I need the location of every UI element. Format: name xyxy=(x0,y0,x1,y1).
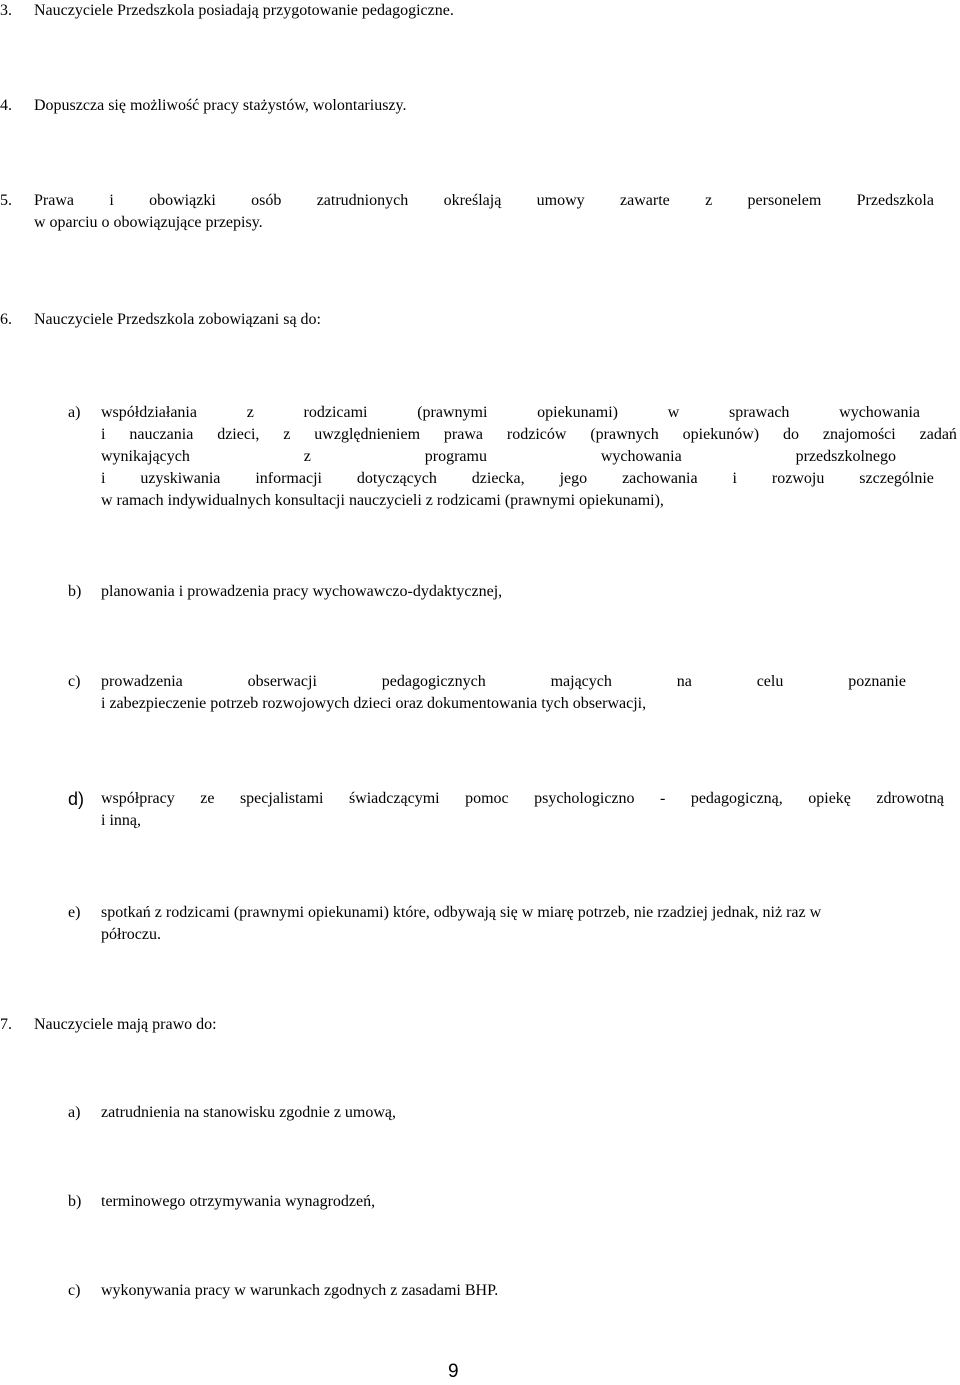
subitem-label: b) xyxy=(68,1193,82,1210)
subitem-text: planowania i prowadzenia pracy wychowawczo-dydaktycznej, xyxy=(101,583,503,600)
item-5 xyxy=(0,190,934,234)
subitem-text-line: współpracy ze specjalistami świadczącymi pomoc psychologiczno - pedagogiczną, opiekę zdrowotną xyxy=(101,790,944,807)
subitem-text: wykonywania pracy w warunkach zgodnych z zasadami BHP. xyxy=(101,1282,499,1299)
subitem-text: terminowego otrzymywania wynagrodzeń, xyxy=(101,1193,376,1210)
item-text: Nauczyciele mają prawo do: xyxy=(34,1016,217,1033)
item-4 xyxy=(0,95,940,117)
subitem-text-line: wynikających z programu wychowania przedszkolnego xyxy=(101,448,896,465)
item-number: 5. xyxy=(0,192,12,209)
subitem-text-line: spotkań z rodzicami (prawnymi opiekunami) które, odbywają się w miarę potrzeb, nie rzadziej jednak, niż raz w xyxy=(101,904,822,921)
subitem-7b xyxy=(68,1191,928,1213)
subitem-label: e) xyxy=(68,904,81,921)
item-number: 7. xyxy=(0,1016,12,1033)
item-text-line: Prawa i obowiązki osób zatrudnionych określają umowy zawarte z personelem Przedszkola xyxy=(34,192,934,209)
subitem-text-line: półroczu. xyxy=(101,926,161,943)
item-number: 3. xyxy=(0,2,12,19)
subitem-6d xyxy=(68,788,958,832)
subitem-label: c) xyxy=(68,1282,81,1299)
item-text-line: w oparciu o obowiązujące przepisy. xyxy=(34,214,263,231)
subitem-text-line: prowadzenia obserwacji pedagogicznych mających na celu poznanie xyxy=(101,673,906,690)
item-3 xyxy=(0,0,940,22)
subitem-label: c) xyxy=(68,673,81,690)
subitem-text-line: współdziałania z rodzicami (prawnymi opiekunami) w sprawach wychowania xyxy=(101,404,920,421)
subitem-text-line: w ramach indywidualnych konsultacji nauczycieli z rodzicami (prawnymi opiekunami), xyxy=(101,492,664,509)
subitem-6e xyxy=(68,902,958,946)
subitem-label: a) xyxy=(68,1104,81,1121)
subitem-text-line: i nauczania dzieci, z uwzględnieniem prawa rodziców (prawnych opiekunów) do znajomości zadań xyxy=(101,426,957,443)
subitem-7a xyxy=(68,1102,928,1124)
subitem-text: zatrudnienia na stanowisku zgodnie z umową, xyxy=(101,1104,397,1121)
item-text: Nauczyciele Przedszkola zobowiązani są do: xyxy=(34,311,321,328)
item-number: 6. xyxy=(0,311,12,328)
subitem-6c xyxy=(68,671,958,715)
subitem-7c xyxy=(68,1280,928,1302)
subitem-6b xyxy=(68,581,928,603)
subitem-label: d) xyxy=(68,789,85,809)
subitem-6a xyxy=(68,402,958,512)
subitem-label: b) xyxy=(68,583,82,600)
item-number: 4. xyxy=(0,97,12,114)
item-text: Dopuszcza się możliwość pracy stażystów, wolontariuszy. xyxy=(34,97,407,114)
page-number: 9 xyxy=(448,1361,459,1382)
item-6 xyxy=(0,309,940,331)
subitem-text-line: i inną, xyxy=(101,812,141,829)
item-7 xyxy=(0,1014,940,1036)
subitem-text-line: i uzyskiwania informacji dotyczących dziecka, jego zachowania i rozwoju szczególnie xyxy=(101,470,934,487)
subitem-text-line: i zabezpieczenie potrzeb rozwojowych dzieci oraz dokumentowania tych obserwacji, xyxy=(101,695,647,712)
item-text: Nauczyciele Przedszkola posiadają przygotowanie pedagogiczne. xyxy=(34,2,454,19)
subitem-label: a) xyxy=(68,404,81,421)
